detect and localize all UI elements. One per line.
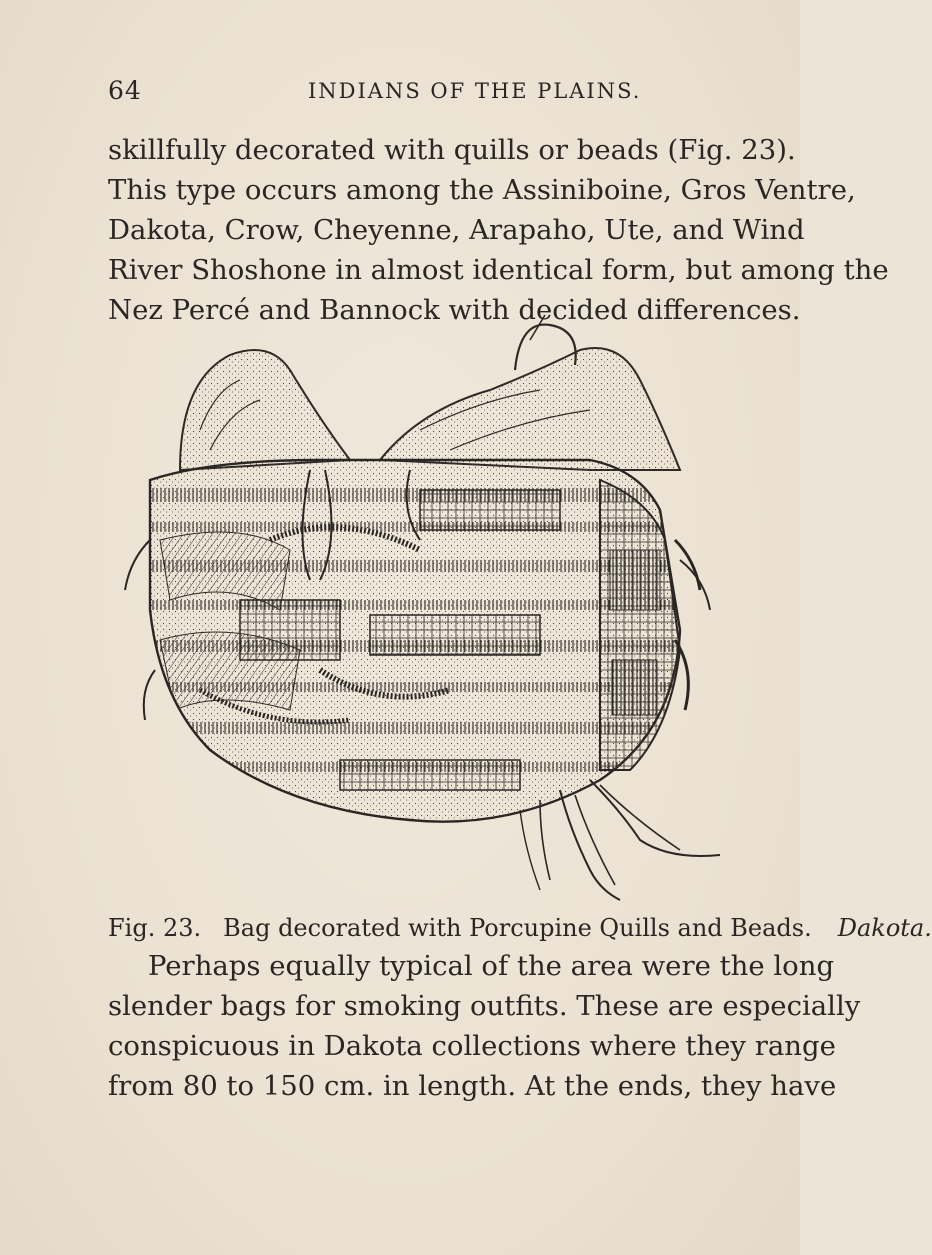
bag-illustration [120,310,740,900]
paragraph-line: skillfully decorated with quills or beads (Fig. 23). [108,134,796,166]
paragraph-line: Dakota, Crow, Cheyenne, Arapaho, Ute, and Wind [108,214,805,246]
bag-illustration-drawing [120,310,740,900]
paragraph-line: River Shoshone in almost identical form, but among the [108,254,889,286]
paragraph-2 [108,946,861,1106]
paragraph-line: Nez Percé and Bannock with decided differences. [108,294,801,326]
paragraph-line: from 80 to 150 cm. in length. At the ends, they have [108,1070,837,1102]
paragraph-1 [108,130,889,330]
running-head [108,76,738,110]
figure-caption-text: Bag decorated with Porcupine Quills and Beads. [223,914,812,942]
paragraph-line: slender bags for smoking outfits. These are especially [108,990,861,1022]
running-title: INDIANS OF THE PLAINS. [308,79,642,103]
paragraph-line: conspicuous in Dakota collections where they range [108,1030,836,1062]
paragraph-line: Perhaps equally typical of the area were the long [148,950,835,982]
figure-caption-tribe: Dakota. [837,914,932,942]
paragraph-line: This type occurs among the Assiniboine, Gros Ventre, [108,174,856,206]
page-number: 64 [108,76,142,105]
figure-caption [108,914,932,942]
figure-label: Fig. 23. [108,914,202,942]
